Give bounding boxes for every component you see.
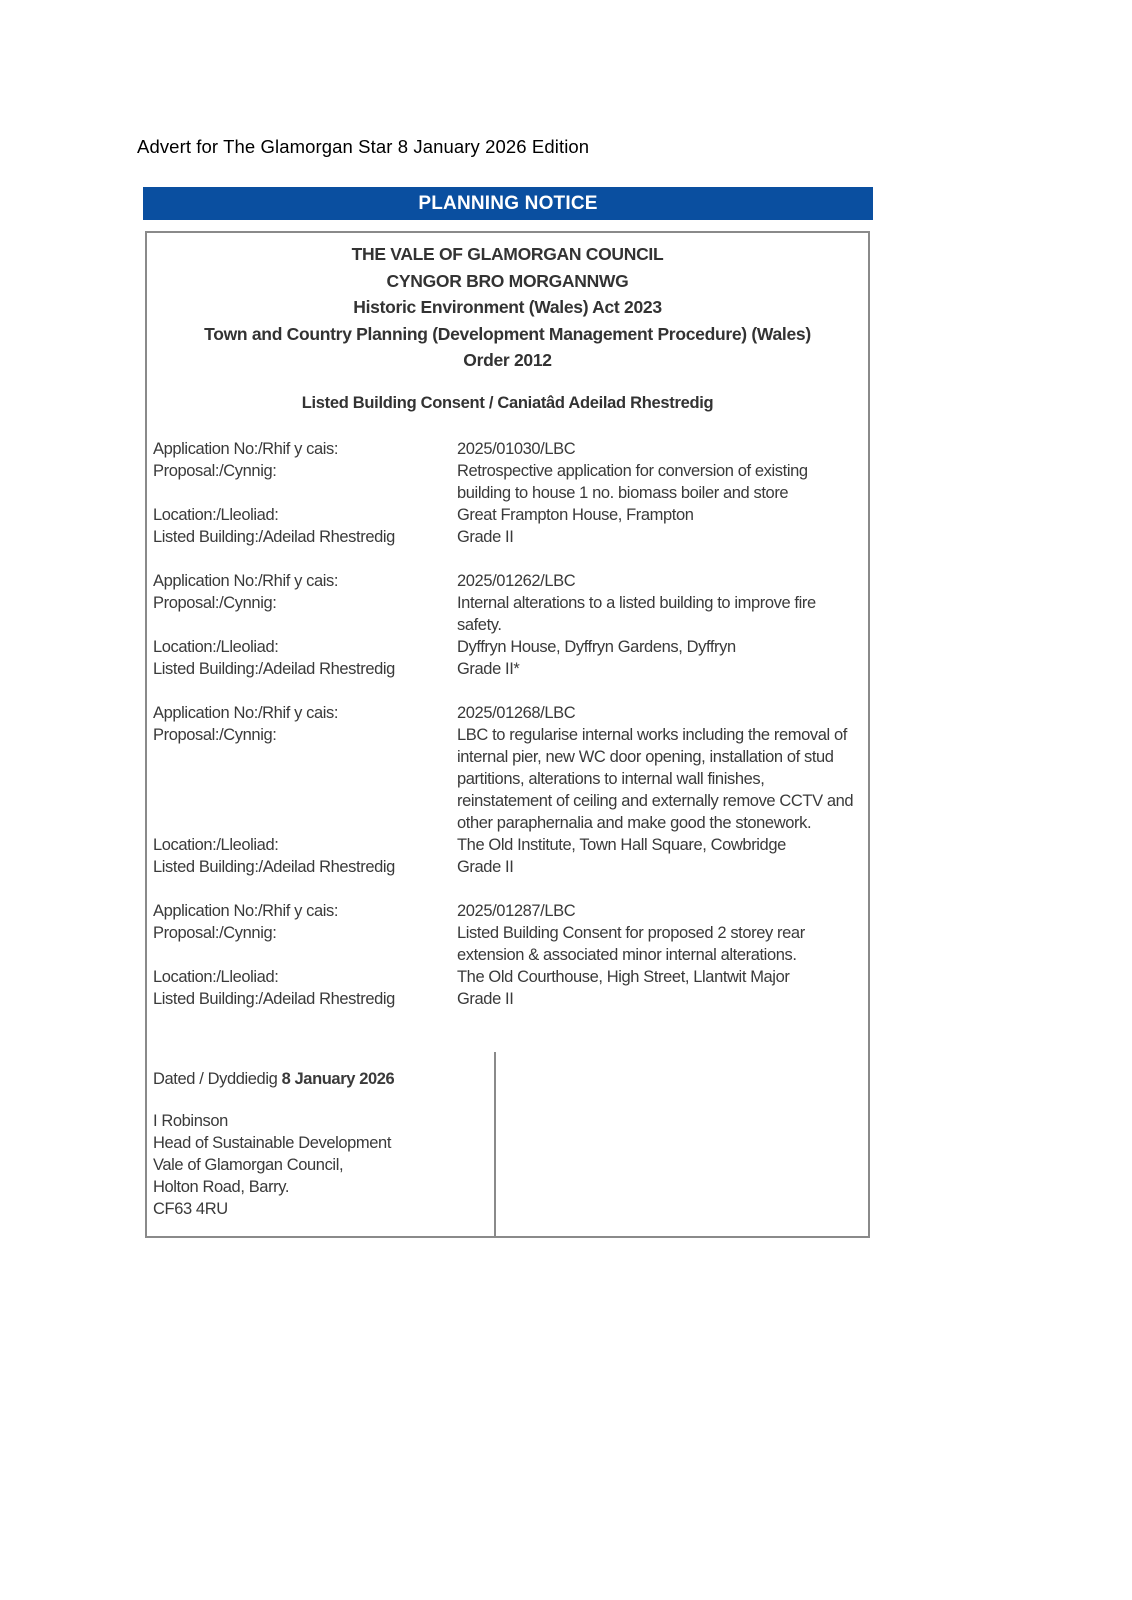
listed-building-row — [153, 856, 863, 878]
listed-grade: Grade II* — [457, 660, 520, 678]
listed-grade: Grade II — [457, 528, 514, 546]
location-label: Location:/Lleoliad: — [153, 506, 279, 524]
proposal-text: Internal alterations to a listed building to improve fire safety. — [457, 594, 816, 634]
applications-list — [153, 438, 863, 1032]
listed-building-label: Listed Building:/Adeilad Rhestredig — [153, 990, 395, 1008]
location-row — [153, 504, 863, 526]
application-number: 2025/01287/LBC — [457, 902, 576, 920]
application-number: 2025/01268/LBC — [457, 704, 576, 722]
application-entry — [153, 570, 863, 680]
location-text: Great Frampton House, Frampton — [457, 506, 694, 524]
proposal-text: Listed Building Consent for proposed 2 storey rear extension & associated minor internal alterations. — [457, 924, 805, 964]
footer-divider — [494, 1052, 496, 1238]
location-row — [153, 636, 863, 658]
page-caption: Advert for The Glamorgan Star 8 January 2026 Edition — [137, 136, 590, 157]
signature-block — [153, 1068, 394, 1220]
location-label: Location:/Lleoliad: — [153, 836, 279, 854]
listed-building-row — [153, 658, 863, 680]
council-address-street: Holton Road, Barry. — [153, 1178, 290, 1196]
proposal-text: LBC to regularise internal works including the removal of internal pier, new WC door opening, installation of stud partitions, alterations to internal wall finishes, reinstatement of ceiling and externally remove CCTV and other paraphernalia and make good the stonework. — [457, 726, 854, 832]
proposal-label: Proposal:/Cynnig: — [153, 924, 277, 942]
dated-label: Dated / Dyddiedig — [153, 1070, 278, 1088]
order-year: Order 2012 — [463, 350, 552, 370]
signatory-name: I Robinson — [153, 1112, 228, 1130]
council-address-org: Vale of Glamorgan Council, — [153, 1156, 344, 1174]
proposal-row — [153, 592, 863, 636]
consent-subheading: Listed Building Consent / Caniatâd Adeilad Rhestredig — [301, 394, 714, 412]
listed-building-label: Listed Building:/Adeilad Rhestredig — [153, 528, 395, 546]
order-title: Town and Country Planning (Development Management Procedure) (Wales) — [204, 323, 811, 344]
listed-grade: Grade II — [457, 858, 514, 876]
listed-building-row — [153, 988, 863, 1010]
proposal-row — [153, 460, 863, 504]
listed-building-label: Listed Building:/Adeilad Rhestredig — [153, 858, 395, 876]
application-number-label: Application No:/Rhif y cais: — [153, 902, 339, 920]
proposal-row — [153, 922, 863, 966]
signatory-role: Head of Sustainable Development — [153, 1134, 392, 1152]
application-entry — [153, 702, 863, 878]
proposal-row — [153, 724, 863, 834]
council-name: THE VALE OF GLAMORGAN COUNCIL — [351, 244, 664, 264]
proposal-label: Proposal:/Cynnig: — [153, 594, 277, 612]
application-number-label: Application No:/Rhif y cais: — [153, 440, 339, 458]
proposal-text: Retrospective application for conversion of existing building to house 1 no. biomass boiler and store — [457, 462, 808, 502]
location-text: The Old Courthouse, High Street, Llantwit Major — [457, 968, 790, 986]
location-row — [153, 966, 863, 988]
dated-line — [153, 1068, 394, 1090]
application-entry — [153, 438, 863, 548]
proposal-label: Proposal:/Cynnig: — [153, 462, 277, 480]
location-row — [153, 834, 863, 856]
application-number-row — [153, 438, 863, 460]
location-text: The Old Institute, Town Hall Square, Cowbridge — [457, 836, 786, 854]
act-title: Historic Environment (Wales) Act 2023 — [353, 297, 662, 317]
location-text: Dyffryn House, Dyffryn Gardens, Dyffryn — [457, 638, 736, 656]
council-postcode: CF63 4RU — [153, 1200, 228, 1218]
location-label: Location:/Lleoliad: — [153, 968, 279, 986]
notice-box — [145, 231, 870, 1238]
application-number-label: Application No:/Rhif y cais: — [153, 572, 339, 590]
listed-building-row — [153, 526, 863, 548]
application-number-row — [153, 570, 863, 592]
application-number-label: Application No:/Rhif y cais: — [153, 704, 339, 722]
application-entry — [153, 900, 863, 1010]
application-number-row — [153, 702, 863, 724]
location-label: Location:/Lleoliad: — [153, 638, 279, 656]
notice-heading — [147, 241, 868, 374]
council-name-welsh: CYNGOR BRO MORGANNWG — [386, 270, 629, 291]
dated-value: 8 January 2026 — [281, 1070, 395, 1088]
application-number-row — [153, 900, 863, 922]
planning-notice-banner: PLANNING NOTICE — [143, 187, 873, 220]
application-number: 2025/01030/LBC — [457, 440, 576, 458]
listed-grade: Grade II — [457, 990, 514, 1008]
application-number: 2025/01262/LBC — [457, 572, 576, 590]
proposal-label: Proposal:/Cynnig: — [153, 726, 277, 744]
listed-building-label: Listed Building:/Adeilad Rhestredig — [153, 660, 395, 678]
